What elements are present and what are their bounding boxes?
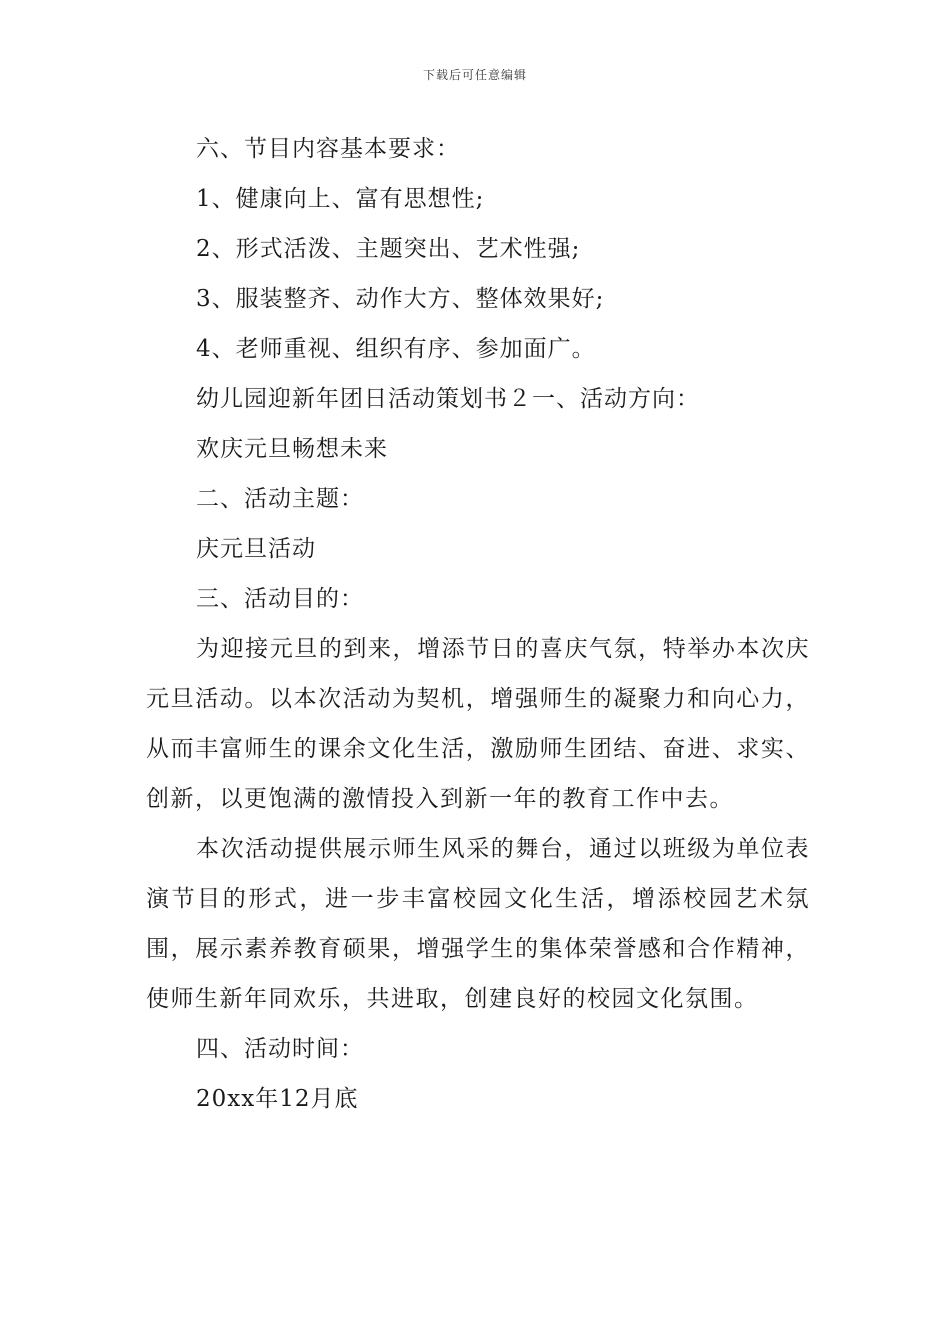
purpose-paragraph-1: 为迎接元旦的到来，增添节日的喜庆气氛，特举办本次庆元旦活动。以本次活动为契机，增强师生的凝聚力和向心力，从而丰富师生的课余文化生活，激励师生团结、奋进、求实、创新，以更饱满的激情投入到新一年的教育工作中去。 [146, 636, 810, 812]
list-item: 3、服装整齐、动作大方、整体效果好; [196, 286, 605, 312]
page-header-note: 下载后可任意编辑 [422, 68, 527, 82]
purpose-paragraph-2: 本次活动提供展示师生风采的舞台，通过以班级为单位表演节目的形式，进一步丰富校园文化生活，增添校园艺术氛围，展示素养教育硕果，增强学生的集体荣誉感和合作精神，使师生新年同欢乐，共进取，创建良好的校园文化氛围。 [146, 836, 810, 1012]
activity-theme-text: 庆元旦活动 [196, 536, 316, 562]
document-body [146, 124, 810, 1124]
list-item: 4、老师重视、组织有序、参加面广。 [196, 336, 596, 362]
activity-direction-text: 欢庆元旦畅想未来 [196, 436, 388, 462]
list-item: 1、健康向上、富有思想性; [196, 186, 485, 212]
section-heading-activity-theme: 二、活动主题： [196, 486, 364, 512]
list-item: 2、形式活泼、主题突出、艺术性强; [196, 236, 581, 262]
section-heading-activity-purpose: 三、活动目的： [196, 586, 364, 612]
activity-time-text: 20xx年12月底 [196, 1086, 359, 1112]
section-heading-activity-time: 四、活动时间： [196, 1036, 364, 1062]
document-title-line: 幼儿园迎新年团日活动策划书２一、活动方向： [196, 386, 700, 412]
section-heading-program-requirements: 六、节目内容基本要求： [196, 136, 460, 162]
